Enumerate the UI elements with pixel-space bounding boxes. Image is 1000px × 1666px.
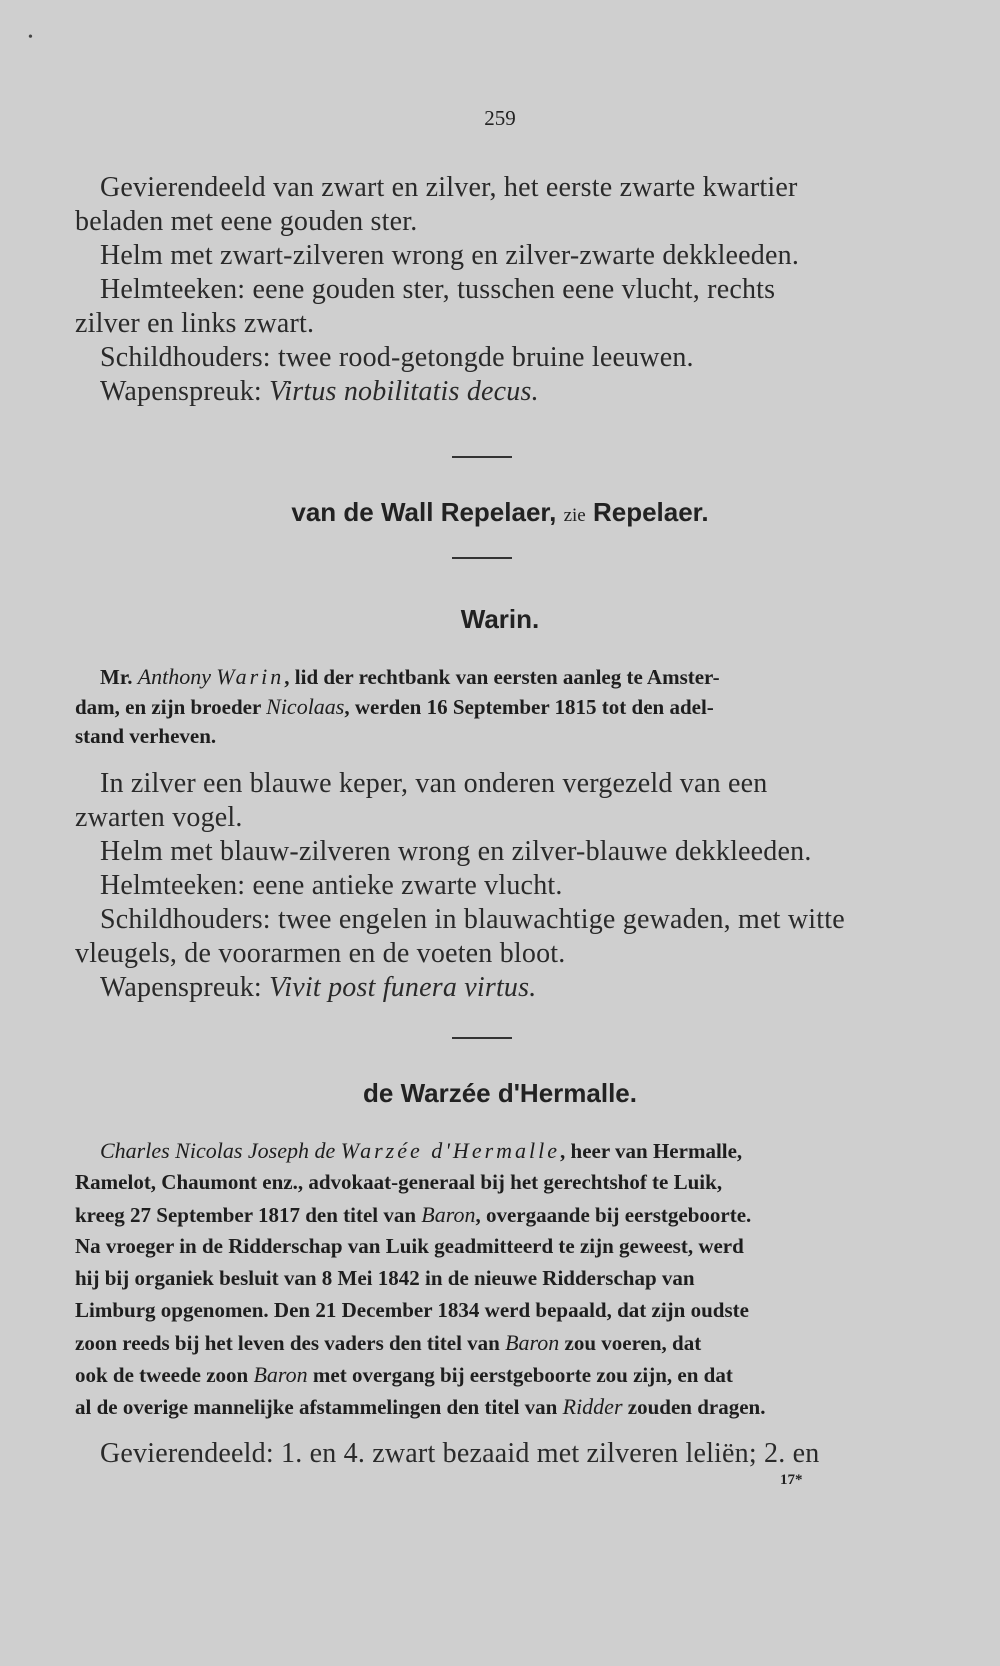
text-line: zoon reeds bij het leven des vaders den titel van Baron zou voeren, dat xyxy=(75,1330,702,1355)
heading-warzee: de Warzée d'Hermalle. xyxy=(363,1078,637,1108)
motto-text: Virtus nobilitatis decus. xyxy=(269,376,539,407)
heading-warin: Warin. xyxy=(460,604,540,634)
text-line: Gevierendeeld van zwart en zilver, het eerste zwarte kwartier xyxy=(100,172,798,203)
text-line: zwarten vogel. xyxy=(75,802,243,833)
motto-label: Wapenspreuk: xyxy=(100,376,270,407)
text-line: Mr. Anthony Warin, lid der rechtbank van eersten aanleg te Amster- xyxy=(100,664,720,689)
motto-line xyxy=(100,376,539,408)
divider xyxy=(452,557,512,559)
text-line: Ramelot, Chaumont enz., advokaat-generaal bij het gerechtshof te Luik, xyxy=(75,1170,723,1194)
text-line: kreeg 27 September 1817 den titel van Baron, overgaande bij eerstgeboorte. xyxy=(75,1202,752,1227)
text-line: Na vroeger in de Ridderschap van Luik geadmitteerd te zijn geweest, werd xyxy=(75,1234,744,1258)
text-line: Schildhouders: twee engelen in blauwachtige gewaden, met witte xyxy=(100,904,845,935)
text-line: stand verheven. xyxy=(75,724,217,748)
motto-label: Wapenspreuk: xyxy=(100,972,270,1003)
text-line: Helm met blauw-zilveren wrong en zilver-blauwe dekkleeden. xyxy=(100,836,812,867)
text-line: zilver en links zwart. xyxy=(75,308,315,339)
heading-wall-repelaer xyxy=(0,497,1000,528)
text-line: beladen met eene gouden ster. xyxy=(75,206,418,237)
text-line: Limburg opgenomen. Den 21 December 1834 werd bepaald, dat zijn oudste xyxy=(75,1298,749,1322)
heading-ref: Repelaer. xyxy=(592,497,709,527)
divider xyxy=(452,1037,512,1039)
text-line: vleugels, de voorarmen en de voeten bloot. xyxy=(75,938,566,969)
text-line: hij bij organiek besluit van 8 Mei 1842 in de nieuwe Ridderschap van xyxy=(75,1266,695,1290)
divider xyxy=(452,456,512,458)
heading-see: zie xyxy=(563,505,586,526)
text-line: In zilver een blauwe keper, van onderen vergezeld van een xyxy=(100,768,768,799)
motto-line xyxy=(100,972,536,1004)
text-line: dam, en zijn broeder Nicolaas, werden 16 September 1815 tot den adel- xyxy=(75,694,714,719)
signature-mark: 17* xyxy=(780,1472,803,1488)
text-line: Gevierendeeld: 1. en 4. zwart bezaaid met zilveren leliën; 2. en xyxy=(100,1438,820,1469)
page-mark: • xyxy=(28,30,33,45)
text-line: Helmteeken: eene gouden ster, tusschen eene vlucht, rechts xyxy=(100,274,776,305)
text-line: Helm met zwart-zilveren wrong en zilver-zwarte dekkleeden. xyxy=(100,240,800,271)
text-line: Charles Nicolas Joseph de Warzée d'Hermalle, heer van Hermalle, xyxy=(100,1138,743,1163)
heading-main: van de Wall Repelaer, xyxy=(291,497,557,527)
page-number: 259 xyxy=(484,106,516,130)
motto-text: Vivit post funera virtus. xyxy=(269,972,537,1003)
text-line: al de overige mannelijke afstammelingen den titel van Ridder zouden dragen. xyxy=(75,1394,766,1419)
text-line: ook de tweede zoon Baron met overgang bij eerstgeboorte zou zijn, en dat xyxy=(75,1362,733,1387)
text-line: Helmteeken: eene antieke zwarte vlucht. xyxy=(100,870,563,901)
text-line: Schildhouders: twee rood-getongde bruine leeuwen. xyxy=(100,342,694,373)
